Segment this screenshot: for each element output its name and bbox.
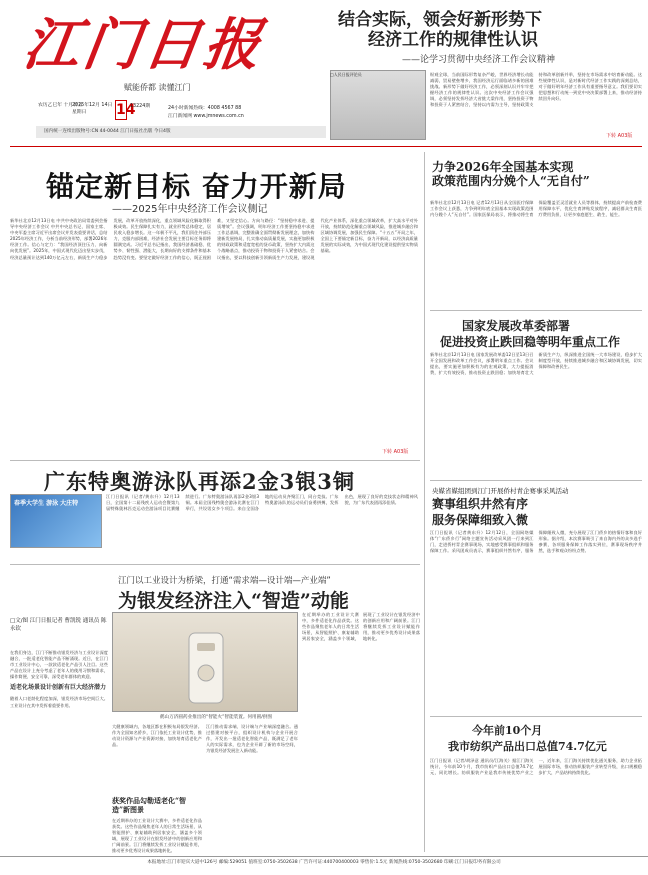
story-ndrc-head-2: 促进投资止跌回稳等明年重点工作: [440, 335, 621, 349]
slogan: 赋能侨都 读懂江门: [124, 83, 191, 92]
main-headline: 锚定新目标 奋力开新局: [46, 170, 347, 203]
silver-right-col: 在近期举办的工业设计大赛中，多件适老化作品获奖。这些作品聚焦老年人的日常生活场景，从智能照护、康复辅助到居家安全，涵盖多个领域，展现了工业设计在银发经济中的创新应用和广阔前景。江门将继续发挥工业设计赋能作用，推动更多优秀设计成果落地转化。: [302, 612, 420, 642]
story-media-head-2: 服务保障细致入微: [432, 513, 529, 527]
editorial-title: [338, 10, 638, 50]
story-maternity-head-1: 力争2026年全国基本实现: [432, 160, 574, 174]
top-divider: [10, 146, 642, 147]
website: 江门新闻网 www.jmnews.com.cn: [168, 114, 244, 119]
swim-body: 江门日报讯（记者/黄东升）12月13日，全国第十二届残疾人运动会暨第九届特殊奥林匹克运动会游泳项目比赛继续进行。广东特奥游泳队再添2金3银3铜。本届全国残特奥会游泳比赛在江门举行，共设男女多个项目。来自全国各地的运动员齐聚江门，同台竞技。广东特奥游泳队的运动员们奋勇拼搏，发挥出色，展现了良好的竞技状态和精神风貌，为广东代表团再添佳绩。: [106, 494, 418, 512]
story-maternity-head-2: 政策范围内分娩个人“无自付”: [432, 174, 590, 188]
editorial-body: 纵观全球，当前国际形势复杂严峻，世界经济增长动能减弱，贸易壁垒增多，我国经济运行面临诸多新的困难挑战。新形势下做好经济工作，必须深刻认识并牢牢把握经济工作的规律性认识。这次中央经济工作会议强调，必须坚持发挥经济大省挑大梁作用，坚持投资于物和投资于人紧密结合，坚持以内需为主导，坚持政策支持和改革创新并举，坚持在市场需求中培育新动能。这些规律性认识，是对新时代经济工作实践的深刻总结，对于做好明年经济工作具有重要指导意义。我们要切实把思想和行动统一到党中央决策部署上来，推动经济持续回升向好。: [430, 72, 642, 108]
swim-photo-text: 春季大学生 游泳 大庄特: [14, 500, 79, 507]
main-turn: 下转 A03版: [382, 449, 409, 455]
editorial-photo: [330, 70, 426, 140]
story-textile-body: 江门日报讯（记者/胡泽意 通讯员/江海关）据江门海关统计，今年前10个月，我市纺织产品出口总值74.7亿元，同比增长。纺织服装产业是我市传统优势产业之一，近年来，江门海关持续优化通关服务，助力企业拓展国际市场，推动纺织服装产业转型升级，出口规模稳步扩大，产品结构持续优化。: [430, 758, 642, 776]
divider-r2: [430, 480, 642, 481]
story-media-kicker: 央媒省媒组团到江门开展侨村青企赛事采风活动: [432, 487, 569, 495]
silver-text-b: 江门推动需求端、设计端与产业端深度融合。通过搭建对接平台，组织设计机构与企业开展合作，开发出一批适老化智能产品，既满足了老年人的实际需求，也为企业开辟了新的市场空间，为银发经济发展注入新动能。: [206, 724, 298, 754]
swim-headline: 广东特奥游泳队再添2金3银3铜: [44, 469, 355, 494]
silver-headline: 为银发经济注入“智造”动能: [118, 590, 349, 612]
date-gregorian: 2025年12月 14日 星期日: [72, 103, 113, 115]
silver-col1-body: [10, 650, 108, 846]
silver-side-kicker: 获奖作品勾勒适老化“智造”新图景: [112, 796, 187, 814]
silver-byline: □文/图 江门日报记者 曹凯锐 通讯员 陈永钦: [10, 618, 107, 632]
col-divider: [424, 152, 425, 852]
editorial-byline: □人民日报评论员: [330, 72, 362, 77]
story-media-body: 江门日报讯（记者黄东升）12月12日，全国网络媒体“广东侨乡行”网络主题宣传活动采风团一行来到江门，走进侨村青企赛事现场，实地感受赛事组织和服务保障工作。采风团成员表示，赛事组织井然有序，服务保障细致入微，充分展现了江门侨乡的热情好客和良好形象。据介绍，本次赛事吸引了来自海内外的众多选手参赛，各项服务保障工作落实到位，赛事现场秩序井然，选手和观众纷纷点赞。: [430, 530, 642, 554]
story-maternity-body: 新华社北京12月13日电 记者12月13日从全国医疗保障工作会议上获悉，力争到明年底全国基本实现政策范围内分娩个人“无自付”。国家医保局表示，将推动将生育保险覆盖至灵活就业人员等群体，持续提高产前检查费用保障水平，优化生育津贴发放程序，减轻群众生育医疗费用负担，让更多家庭愿生、敢生、能生。: [430, 200, 642, 218]
story-ndrc-headline: [440, 318, 640, 350]
silver-sidebar-body: 随着人口老龄化程度加深，银发经济市场空间巨大。工业设计在其中发挥着重要作用。: [10, 696, 108, 708]
date-lunar: 农历乙巳年 十月廿五: [38, 103, 83, 108]
story-textile-kicker: 今年前10个月: [472, 724, 543, 737]
silver-text-a: 大健康领域内，各地区都在积极布局银发经济。作为全国知名侨乡，江门依托工业设计优势，推动设计资源与产业资源对接，加快培育适老化产品。: [112, 724, 202, 748]
divider-swim-top: [10, 460, 420, 461]
silver-side-body: 在近期举办的工业设计大赛中，多件适老化作品获奖。这些作品聚焦老年人的日常生活场景，从智能照护、康复辅助到居家安全，涵盖多个领域，展现了工业设计在银发经济中的创新应用和广阔前景。江门将继续发挥工业设计赋能作用，推动更多优秀设计成果落地转化。: [112, 818, 202, 854]
story-textile-headline: 我市纺织产品出口总值74.7亿元: [448, 740, 607, 753]
story-media-head-1: 赛事组织井然有序: [432, 497, 529, 511]
publisher-bar: 国内统一连续出版物号:CN 44-0044 江门日报社出版 今日4版: [36, 126, 326, 138]
story-ndrc-head-1: 国家发展改革委部署: [462, 319, 571, 333]
silver-photo-caption: 鹤山万济圆药业推出的“智能火”智能装置。何用圆/供图: [160, 715, 272, 720]
story-maternity-headline: [432, 160, 642, 188]
main-body: 新华社北京12月13日电 中共中央政治局常委到会指导中央经济工作会议 中共中央总书记、国家主席、中央军委主席习近平出席会议并发表重要讲话，总结2025年经济工作，分析当前经济形势，部署2026年经济工作。信心与定力：“我国经济顶住压力、向新向优发展”。2025年，中国式现代化迈出坚实步伐，经济总量预计达到140万亿元左右，新质生产力稳步发展，改革开放持续深化，重点领域风险化解取得积极成效。民生保障扎实有力，就业形势总体稳定，居民收入稳步增长。这一年极不平凡，我们顶住外部压力，克服内部困难，经济社会发展主要目标任务即将圆满完成。习近平总书记指出，我国经济基础稳、优势多、韧性强、潜能大，长期向好的支撑条件和基本趋势没有变。要坚定做好经济工作的信心，既正视困难，又坚定信心。方向与路径：“坚持稳中求进、提质增效”。会议强调，明年经济工作要坚持稳中求进工作总基调，完整准确全面贯彻新发展理念，加快构建新发展格局，扎实推动高质量发展，实施更加积极的财政政策和适度宽松的货币政策，坚持扩大内需这个战略基点，推动投资于物和投资于人紧密结合。会议指出，要以科技创新引领新质生产力发展，建设现代化产业体系，深化重点领域改革，扩大高水平对外开放，持续防范化解重点领域风险，推进城乡融合和区域协调发展，加强民生保障。“十五五”开局之年，全国上下要锚定新目标，奋力开新局，以经济高质量发展的实际成效，为中国式现代化建设提供坚实物质基础。: [10, 218, 418, 260]
silver-photo: [112, 612, 298, 712]
editorial-title-line1: 结合实际，领会好新形势下: [338, 10, 542, 30]
issue-total: 13224期: [130, 104, 151, 109]
silver-sidebar-head: 适老化场景设计创新有巨大经济潜力: [10, 684, 107, 692]
story-media-headline: [432, 496, 632, 528]
logo-text: 江门日报: [19, 12, 269, 78]
divider-swim-bottom: [10, 564, 420, 565]
silver-kicker: 江门以工业设计为桥梁，打通“需求端—设计端—产业端”: [118, 576, 331, 586]
editorial-turn: 下转 A03版: [606, 133, 633, 139]
divider-r1: [430, 310, 642, 311]
main-subtitle: ——2025年中央经济工作会议侧记: [112, 204, 268, 215]
story-ndrc-body: 新华社北京12月13日电 国家发展改革委12日至13日召开全国发展和改革工作会议，部署明年重点工作。会议提出，要实施更加积极有为的宏观政策，大力提振消费，扩大有效投资，推动投资止跌回稳；加快培育壮大新质生产力，纵深推进全国统一大市场建设，稳步扩大制度型开放，持续推进城乡融合和区域协调发展，切实保障和改善民生。: [430, 352, 642, 376]
silver-col1-text: 在我们身边，江门不断推动银发经济与工业设计深度融合，一批适老化智能产品不断涌现。近日，在江门市工业设计中心，一款款适老化产品引人注目。这些产品在设计上充分考虑了老年人的使用习惯和需求，操作简便、安全可靠，深受老年群体的欢迎。: [10, 650, 108, 680]
editorial-title-line2: 经济工作的规律性认识: [368, 30, 538, 50]
footer: 本报地址:江门市迎宾大道中126号 邮编:529051 值班室:0750-3502638 广告许可证:440700400003 零售价:1.5元 新闻热线:0750-3502680 印刷:江门日报印务有限公司: [0, 856, 648, 870]
divider-r3: [430, 716, 642, 717]
issue-number: 14: [116, 102, 136, 118]
editorial-subtitle: ——论学习贯彻中央经济工作会议精神: [402, 55, 556, 65]
hotline: 24小时新闻热线：4008 4567 88: [168, 106, 242, 111]
product-illustration: [113, 613, 299, 713]
newspaper-logo: [19, 10, 324, 86]
